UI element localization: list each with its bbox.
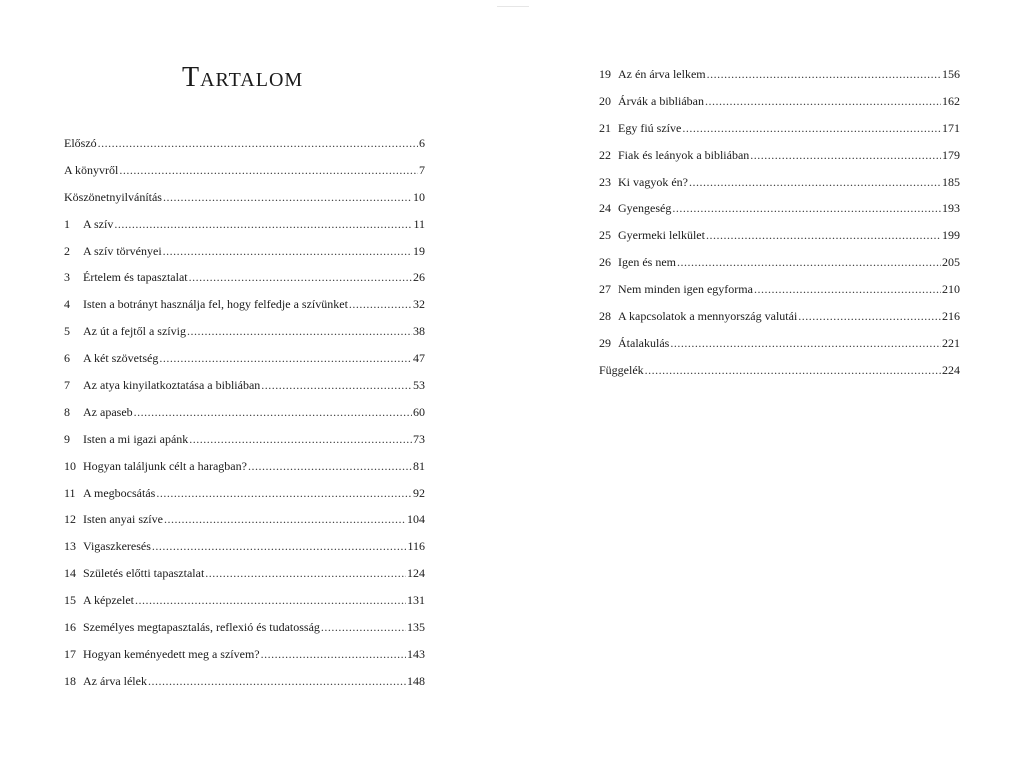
toc-entry-number: 3 <box>64 270 70 285</box>
toc-dot-leader <box>134 405 412 420</box>
toc-entry-label: Az út a fejtől a szívig <box>83 324 186 339</box>
toc-entry-label: A szív <box>83 216 114 231</box>
toc-entry-number: 8 <box>64 404 70 419</box>
toc-entry-title: Előszó <box>64 136 97 150</box>
toc-entry-label: Nem minden igen egyforma <box>618 282 753 297</box>
toc-entry-label: Igen és nem <box>618 255 676 270</box>
toc-entry-title <box>64 297 348 312</box>
toc-page-number: 92 <box>413 485 425 500</box>
toc-dot-leader <box>164 512 406 527</box>
toc-entry-label: Vigaszkeresés <box>83 539 151 554</box>
toc-page-number: 224 <box>942 362 960 377</box>
toc-right-column <box>599 67 960 390</box>
toc-entry-number: 14 <box>64 566 76 581</box>
toc-dot-leader <box>261 378 412 393</box>
toc-entry-number: 28 <box>599 309 611 324</box>
toc-entry-label: Az árva lélek <box>83 673 147 688</box>
toc-page-number: 205 <box>942 255 960 270</box>
toc-page-number: 32 <box>413 297 425 312</box>
page-title: Tartalom <box>182 62 304 93</box>
toc-page-number: 162 <box>942 93 960 108</box>
toc-entry <box>599 121 960 148</box>
toc-entry-number: 10 <box>64 458 76 473</box>
toc-entry-title <box>599 175 688 190</box>
toc-entry-label: Az apaseb <box>83 404 133 419</box>
toc-entry-label: Személyes megtapasztalás, reflexió és tudatosság <box>83 620 320 635</box>
toc-dot-leader <box>689 175 941 190</box>
toc-entry <box>599 255 960 282</box>
toc-dot-leader <box>135 593 406 608</box>
toc-page-number: 210 <box>942 282 960 297</box>
toc-entry-title <box>599 201 671 216</box>
toc-entry <box>64 459 425 486</box>
toc-dot-leader <box>159 351 412 366</box>
toc-dot-leader <box>670 336 941 351</box>
toc-entry-title <box>64 459 247 474</box>
toc-entry <box>599 67 960 94</box>
toc-page-number: 53 <box>413 378 425 393</box>
toc-entry <box>64 297 425 324</box>
toc-entry-title: Köszönetnyilvánítás <box>64 189 162 204</box>
toc-dot-leader <box>156 486 412 501</box>
toc-dot-leader <box>189 432 412 447</box>
toc-page-number: 81 <box>413 458 425 473</box>
toc-page-number: 60 <box>413 404 425 419</box>
toc-entry-title <box>599 121 681 136</box>
toc-entry-number: 18 <box>64 673 76 688</box>
toc-left-column <box>64 136 425 701</box>
toc-entry <box>64 324 425 351</box>
toc-entry-title <box>64 270 188 285</box>
toc-dot-leader <box>119 163 418 178</box>
toc-page-number: 156 <box>942 67 960 81</box>
toc-entry <box>599 148 960 175</box>
toc-entry-number: 6 <box>64 351 70 366</box>
toc-entry <box>64 136 425 163</box>
toc-entry-title <box>64 674 147 689</box>
toc-entry-number: 13 <box>64 539 76 554</box>
toc-entry-number: 12 <box>64 512 76 527</box>
toc-entry <box>64 163 425 190</box>
toc-entry-title <box>64 217 113 232</box>
toc-page-number: 216 <box>942 309 960 324</box>
toc-dot-leader <box>706 228 941 243</box>
toc-entry-title <box>64 539 151 554</box>
toc-entry <box>64 432 425 459</box>
toc-entry-label: Árvák a bibliában <box>618 93 704 108</box>
toc-dot-leader <box>707 67 941 82</box>
toc-entry <box>599 363 960 390</box>
toc-entry <box>64 539 425 566</box>
toc-entry-title <box>599 67 706 82</box>
toc-page-number: 124 <box>407 566 425 581</box>
toc-entry <box>599 228 960 255</box>
toc-entry-number: 7 <box>64 378 70 393</box>
toc-entry-title <box>599 94 704 109</box>
toc-entry-title <box>599 148 749 163</box>
toc-entry-label: Értelem és tapasztalat <box>83 270 188 285</box>
toc-dot-leader <box>261 647 406 662</box>
toc-entry-number: 24 <box>599 201 611 216</box>
toc-page-number: 47 <box>413 351 425 366</box>
toc-entry <box>64 566 425 593</box>
toc-dot-leader <box>798 309 941 324</box>
toc-entry-title <box>64 593 134 608</box>
toc-entry-title <box>64 566 204 581</box>
toc-entry-title <box>64 647 260 662</box>
toc-entry-number: 15 <box>64 593 76 608</box>
toc-dot-leader <box>163 244 412 259</box>
toc-entry-label: Hogyan keményedett meg a szívem? <box>83 646 260 661</box>
toc-entry <box>64 244 425 271</box>
toc-entry-title <box>64 405 133 420</box>
toc-dot-leader <box>349 297 412 312</box>
toc-page-number: 19 <box>413 243 425 258</box>
toc-entry-label: Születés előtti tapasztalat <box>83 566 205 581</box>
toc-entry-label: Hogyan találjunk célt a haragban? <box>83 458 247 473</box>
toc-dot-leader <box>672 201 941 216</box>
toc-entry-number: 2 <box>64 243 70 258</box>
toc-entry-title <box>64 486 155 501</box>
toc-page-number: 135 <box>407 620 425 635</box>
toc-entry-title: A könyvről <box>64 162 119 177</box>
toc-page-number: 221 <box>942 335 960 350</box>
toc-entry <box>64 620 425 647</box>
toc-page-number: 193 <box>942 201 960 216</box>
toc-entry-label: A két szövetség <box>83 351 159 366</box>
toc-entry <box>64 647 425 674</box>
toc-entry-number: 16 <box>64 620 76 635</box>
toc-dot-leader <box>98 136 418 151</box>
toc-entry-number: 20 <box>599 93 611 108</box>
toc-page-number: 185 <box>942 174 960 189</box>
toc-entry-number: 1 <box>64 216 70 231</box>
toc-entry-label: Ki vagyok én? <box>618 174 688 189</box>
toc-entry <box>599 336 960 363</box>
toc-entry-label: Gyermeki lelkület <box>618 228 705 243</box>
toc-dot-leader <box>152 539 407 554</box>
toc-page-number: 179 <box>942 147 960 162</box>
toc-entry-label: A képzelet <box>83 593 134 608</box>
toc-entry <box>64 486 425 513</box>
toc-entry <box>599 282 960 309</box>
toc-entry-title <box>64 512 163 527</box>
toc-entry-label: Gyengeség <box>618 201 672 216</box>
toc-entry-number: 11 <box>64 485 76 500</box>
toc-entry <box>599 309 960 336</box>
toc-entry-title: Függelék <box>599 362 644 377</box>
toc-entry-label: Egy fiú szíve <box>618 120 682 135</box>
toc-entry-label: Fiak és leányok a bibliában <box>618 147 750 162</box>
toc-entry-title <box>64 378 260 393</box>
toc-entry-title <box>64 620 320 635</box>
toc-entry-title <box>599 336 669 351</box>
toc-entry <box>64 405 425 432</box>
toc-page-number: 104 <box>407 512 425 527</box>
toc-entry-number: 4 <box>64 297 70 312</box>
toc-page-number: 143 <box>407 646 425 661</box>
toc-entry-label: A megbocsátás <box>83 485 156 500</box>
toc-page-number: 10 <box>413 189 425 204</box>
toc-dot-leader <box>321 620 406 635</box>
page-divider-mark <box>497 6 529 7</box>
toc-entry-title <box>64 324 186 339</box>
toc-entry <box>64 351 425 378</box>
toc-page-number: 7 <box>419 162 425 177</box>
toc-entry <box>64 270 425 297</box>
toc-entry-label: Az én árva lelkem <box>618 67 706 81</box>
toc-page-number: 199 <box>942 228 960 243</box>
toc-entry <box>64 674 425 701</box>
toc-dot-leader <box>705 94 941 109</box>
toc-entry-number: 26 <box>599 255 611 270</box>
toc-entry-number: 21 <box>599 120 611 135</box>
toc-dot-leader <box>163 190 412 205</box>
toc-page-number: 26 <box>413 270 425 285</box>
toc-entry-number: 19 <box>599 67 611 81</box>
toc-entry-label: Isten a mi igazi apánk <box>83 431 189 446</box>
toc-entry-title <box>64 351 158 366</box>
toc-entry-label: Isten a botrányt használja fel, hogy felfedje a szívünket <box>83 297 348 312</box>
toc-dot-leader <box>645 363 941 378</box>
toc-entry-label: Átalakulás <box>618 335 670 350</box>
toc-entry-number: 5 <box>64 324 70 339</box>
toc-dot-leader <box>187 324 412 339</box>
toc-entry-number: 25 <box>599 228 611 243</box>
toc-entry-title <box>599 309 797 324</box>
toc-entry-label: Isten anyai szíve <box>83 512 163 527</box>
toc-page-number: 116 <box>407 539 425 554</box>
toc-entry <box>599 201 960 228</box>
toc-entry-label: A kapcsolatok a mennyország valutái <box>618 309 798 324</box>
toc-entry <box>599 175 960 202</box>
toc-entry <box>599 94 960 121</box>
toc-page-number: 11 <box>413 216 425 231</box>
toc-entry-label: A szív törvényei <box>83 243 162 258</box>
toc-entry-title <box>64 244 162 259</box>
toc-page-number: 6 <box>419 136 425 150</box>
toc-page-number: 148 <box>407 673 425 688</box>
toc-dot-leader <box>114 217 412 232</box>
toc-dot-leader <box>205 566 406 581</box>
toc-entry-title <box>599 282 753 297</box>
toc-entry <box>64 217 425 244</box>
toc-dot-leader <box>189 270 412 285</box>
toc-entry-number: 27 <box>599 282 611 297</box>
toc-page-number: 171 <box>942 120 960 135</box>
toc-entry-label: Az atya kinyilatkoztatása a bibliában <box>83 378 261 393</box>
toc-dot-leader <box>148 674 406 689</box>
toc-dot-leader <box>248 459 412 474</box>
toc-entry-number: 29 <box>599 335 611 350</box>
toc-dot-leader <box>754 282 941 297</box>
toc-entry <box>64 593 425 620</box>
toc-entry-number: 22 <box>599 147 611 162</box>
toc-dot-leader <box>682 121 941 136</box>
toc-dot-leader <box>677 255 941 270</box>
toc-entry-number: 23 <box>599 174 611 189</box>
toc-entry <box>64 378 425 405</box>
toc-page-number: 73 <box>413 431 425 446</box>
toc-entry-title <box>64 432 188 447</box>
toc-entry <box>64 512 425 539</box>
toc-entry-number: 9 <box>64 431 70 446</box>
toc-dot-leader <box>750 148 941 163</box>
toc-page-number: 131 <box>407 593 425 608</box>
toc-entry-title <box>599 228 705 243</box>
toc-entry-title <box>599 255 676 270</box>
toc-entry <box>64 190 425 217</box>
toc-page-number: 38 <box>413 324 425 339</box>
toc-entry-number: 17 <box>64 646 76 661</box>
